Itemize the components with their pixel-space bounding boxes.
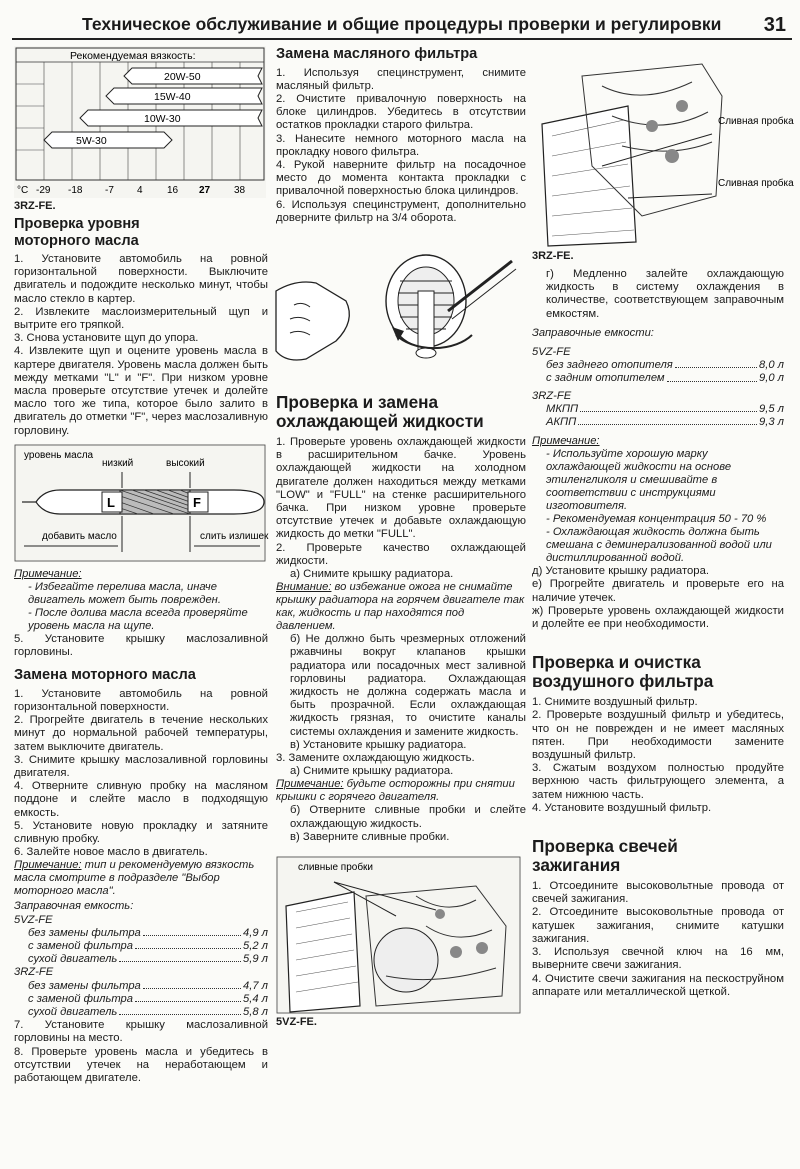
temp-tick: -7	[105, 185, 114, 196]
step: 3. Снимите крышку маслозаливной горловины двигателя.	[14, 753, 268, 779]
note-label: Примечание:	[276, 778, 344, 791]
note-label: Примечание:	[14, 859, 82, 872]
step: 1. Снимите воздушный фильтр.	[532, 696, 698, 709]
step: 5. Установите крышку маслозаливной горловины.	[14, 632, 268, 659]
step: 4. Отверните сливную пробку на масляном поддоне и слейте масло в подходящую емкость.	[14, 780, 268, 819]
dipstick-drain-label: слить излишек	[200, 530, 269, 542]
step: 1. Установите автомобиль на ровной горизонтальной поверхности. Выключите двигатель и подождите несколько минут, чтобы масло стекло в картер.	[14, 253, 268, 305]
heading-oil-filter: Замена масляного фильтра	[276, 46, 478, 62]
figure-caption: 5VZ-FE.	[276, 1016, 317, 1029]
engine-label: 3RZ-FE	[14, 966, 54, 979]
step: 2. Прогрейте двигатель в течение нескольких минут до нормальной рабочей температуры, затем выключите двигатель.	[14, 714, 268, 753]
temp-tick: 16	[167, 185, 179, 196]
step: 6. Залейте новое масло в двигатель.	[14, 846, 208, 859]
oil-filter-illustration	[276, 231, 526, 381]
paragraph: в) Установите крышку радиатора.	[290, 738, 467, 751]
heading-oil-change: Замена моторного масла	[14, 667, 196, 684]
step: 4. Рукой наверните фильтр на посадочное место до момента контакта прокладки с привалочной поверхностью блока цилиндров.	[276, 158, 526, 198]
radiator-5vz-figure	[276, 856, 521, 1014]
viscosity-chart	[14, 46, 266, 198]
column-left	[14, 46, 268, 1085]
step: 2. Отсоедините высоковольтные провода от катушек зажигания, снимите катушки зажигания.	[532, 906, 784, 945]
drain-plugs-label: сливные пробки	[298, 862, 374, 874]
step: 4. Очистите свечи зажигания на пескоструйном аппарате или металлической щеткой.	[532, 972, 784, 998]
column-middle	[276, 46, 526, 1030]
step: 1. Используя специнструмент, снимите масляный фильтр.	[276, 66, 526, 92]
capacity-title: Заправочная емкость:	[14, 900, 134, 913]
page-number: 31	[763, 14, 786, 36]
temp-tick: 38	[234, 185, 246, 196]
drain-plug-label-1: Сливная пробка	[718, 116, 794, 127]
step: 3. Используя свечной ключ на 16 мм, выверните свечи зажигания.	[532, 946, 784, 972]
paragraph: а) Снимите крышку радиатора.	[290, 567, 454, 580]
capacity-row: без замены фильтра 4,7 л	[28, 979, 268, 992]
capacity-row: АКПП 9,3 л	[546, 416, 784, 429]
step: 2. Проверьте воздушный фильтр и убедитесь, что он не поврежден и не имеет масляных пятен. При необходимости замените воздушный фильтр.	[532, 709, 784, 762]
paragraph: а) Снимите крышку радиатора.	[290, 765, 454, 778]
paragraph: 3. Замените охлаждающую жидкость.	[276, 752, 475, 764]
engine-label: 5VZ-FE	[14, 913, 53, 926]
step: 8. Проверьте уровень масла и убедитесь в отсутствии утечек на неработающем и работающем двигателе.	[14, 1045, 268, 1085]
dipstick-level-label: уровень масла	[24, 449, 94, 461]
step: 1. Установите автомобиль на ровной горизонтальной поверхности.	[14, 687, 268, 713]
step: 2. Очистите привалочную поверхность на блоке цилиндров. Убедитесь в отсутствии остатков прокладки старого фильтра.	[276, 92, 526, 132]
paragraph: г) Медленно залейте охлаждающую жидкость в систему охлаждения в количестве, соответствующем заправочным емкостям.	[546, 268, 784, 320]
drain-plug-label-2: Сливная пробка	[718, 178, 794, 189]
note-line: - После долива масла всегда проверяйте уровень масла на щупе.	[28, 606, 248, 632]
grade-15w40: 15W-40	[154, 91, 191, 103]
grade-5w30: 5W-30	[76, 135, 107, 147]
capacity-row: сухой двигатель 5,8 л	[28, 1006, 268, 1019]
mark-l: L	[107, 494, 115, 510]
step: 4. Установите воздушный фильтр.	[532, 801, 712, 814]
engine-label: 3RZ-FE	[532, 389, 572, 402]
figure-caption: 3RZ-FE.	[14, 200, 56, 212]
step: 5. Установите новую прокладку и затяните сливную пробку.	[14, 819, 268, 845]
heading-oil-level: Проверка уровня моторного масла	[14, 216, 140, 249]
paragraph: в) Заверните сливные пробки.	[290, 830, 450, 843]
temp-tick: 27	[199, 185, 211, 196]
paragraph: д) Установите крышку радиатора.	[532, 565, 709, 578]
step: 3. Снова установите щуп до упора.	[14, 332, 199, 345]
capacity-row: без заднего отопителя 8,0 л	[546, 359, 784, 372]
warning-label: Внимание:	[276, 581, 332, 594]
note-label: Примечание:	[532, 435, 600, 448]
mark-f: F	[193, 494, 201, 510]
temp-tick: 4	[137, 185, 143, 196]
grade-10w30: 10W-30	[144, 113, 181, 125]
engine-label: 5VZ-FE	[532, 346, 571, 359]
heading-spark-plugs: Проверка свечей зажигания	[532, 836, 678, 876]
dipstick-figure	[14, 444, 269, 562]
figure-caption: 3RZ-FE.	[532, 250, 574, 262]
step: 7. Установите крышку маслозаливной горловины на место.	[14, 1019, 268, 1045]
capacity-row: с задним отопителем 9,0 л	[546, 372, 784, 385]
step: 6. Используя специнструмент, дополнительно доверните фильтр на 3/4 оборота.	[276, 198, 526, 224]
temp-tick: -18	[68, 185, 83, 196]
step: 2. Извлеките маслоизмерительный щуп и вытрите его тряпкой.	[14, 305, 268, 332]
step: 3. Сжатым воздухом полностью продуйте верхнюю часть фильтрующего элемента, а затем нижнюю часть.	[532, 762, 784, 801]
grade-20w50: 20W-50	[164, 71, 201, 83]
capacity-row: сухой двигатель 5,9 л	[28, 953, 268, 966]
note-line: - Охлаждающая жидкость должна быть смешана с деминерализованной водой или дистиллированной водой.	[546, 526, 772, 565]
step: 1. Отсоедините высоковольтные провода от свечей зажигания.	[532, 880, 784, 906]
page-title: Техническое обслуживание и общие процедуры проверки и регулировки	[82, 14, 722, 34]
note-text: тип и рекомендуемую вязкость масла смотрите в подразделе "Выбор моторного масла".	[14, 859, 255, 898]
paragraph: 2. Проверьте качество охлаждающей жидкости.	[276, 541, 526, 567]
step: 4. Извлеките щуп и оцените уровень масла в картере двигателя. Уровень масла должен быть между метками "L" и "F". При низком уровне масла проверьте отсутствие утечек и долейте масло того же типа, которое было залито в двигатель до отметки "F", через маслозаливную горловину.	[14, 345, 268, 437]
paragraph: б) Отверните сливные пробки и слейте охлаждающую жидкость.	[290, 804, 526, 830]
capacity-row: без замены фильтра 4,9 л	[28, 926, 268, 939]
note-label: Примечание:	[14, 567, 82, 580]
dipstick-low-label: низкий	[102, 457, 134, 469]
note-text: будьте осторожны при снятии крышки с горячего двигателя.	[276, 778, 515, 804]
radiator-3rz-figure	[532, 46, 794, 246]
note-line: - Рекомендуемая концентрация 50 - 70 %	[546, 513, 767, 526]
note-line: - Избегайте перелива масла, иначе двигатель может быть поврежден.	[28, 580, 221, 606]
viscosity-title: Рекомендуемая вязкость:	[70, 50, 196, 62]
page-header	[12, 12, 792, 40]
step: 3. Нанесите немного моторного масла на прокладку нового фильтра.	[276, 132, 526, 158]
dipstick-high-label: высокий	[166, 457, 205, 469]
paragraph: б) Не должно быть чрезмерных отложений ржавчины вокруг клапанов крышки радиатора или посадочных мест заливной горловины радиатора. Охлаждающая жидкость не должна содержать масла и быть прозрачной. Если охлаждающая жидкость грязная, то очистите каналы системы охлаждения и замените жидкость.	[290, 633, 526, 738]
dipstick-add-label: добавить масло	[42, 530, 117, 542]
capacity-row: с заменой фильтра 5,2 л	[28, 940, 268, 952]
paragraph: е) Прогрейте двигатель и проверьте его на наличие утечек.	[532, 578, 784, 604]
warning-text: во избежание ожога не снимайте крышку радиатора на горячем двигателе так как, жидкость и пар находятся под давлением.	[276, 581, 525, 633]
temp-unit: °C	[17, 185, 29, 196]
temp-tick: -29	[36, 185, 51, 196]
capacity-row: с заменой фильтра 5,4 л	[28, 992, 268, 1005]
capacity-title: Заправочные емкости:	[532, 326, 654, 339]
paragraph: 1. Проверьте уровень охлаждающей жидкости в расширительном бачке. Уровень охлаждающей жидкости на холодном двигателе должен находиться между метками "LOW" и "FULL" на стенке расширительного бачка. При низком уровне проверьте отсутствие утечек и добавьте охлаждающую жидкость до метки "FULL".	[276, 435, 526, 541]
heading-air-filter: Проверка и очистка воздушного фильтра	[532, 652, 714, 692]
note-line: - Используйте хорошую марку охлаждающей жидкости на основе этиленгликоля и смешивайте в соответствии с инструкциями изготовителя.	[546, 448, 732, 513]
heading-coolant: Проверка и замена охлаждающей жидкости	[276, 391, 484, 431]
capacity-row: МКПП 9,5 л	[546, 402, 784, 415]
column-right	[532, 46, 794, 999]
paragraph: ж) Проверьте уровень охлаждающей жидкости и долейте ее при необходимости.	[532, 604, 784, 631]
